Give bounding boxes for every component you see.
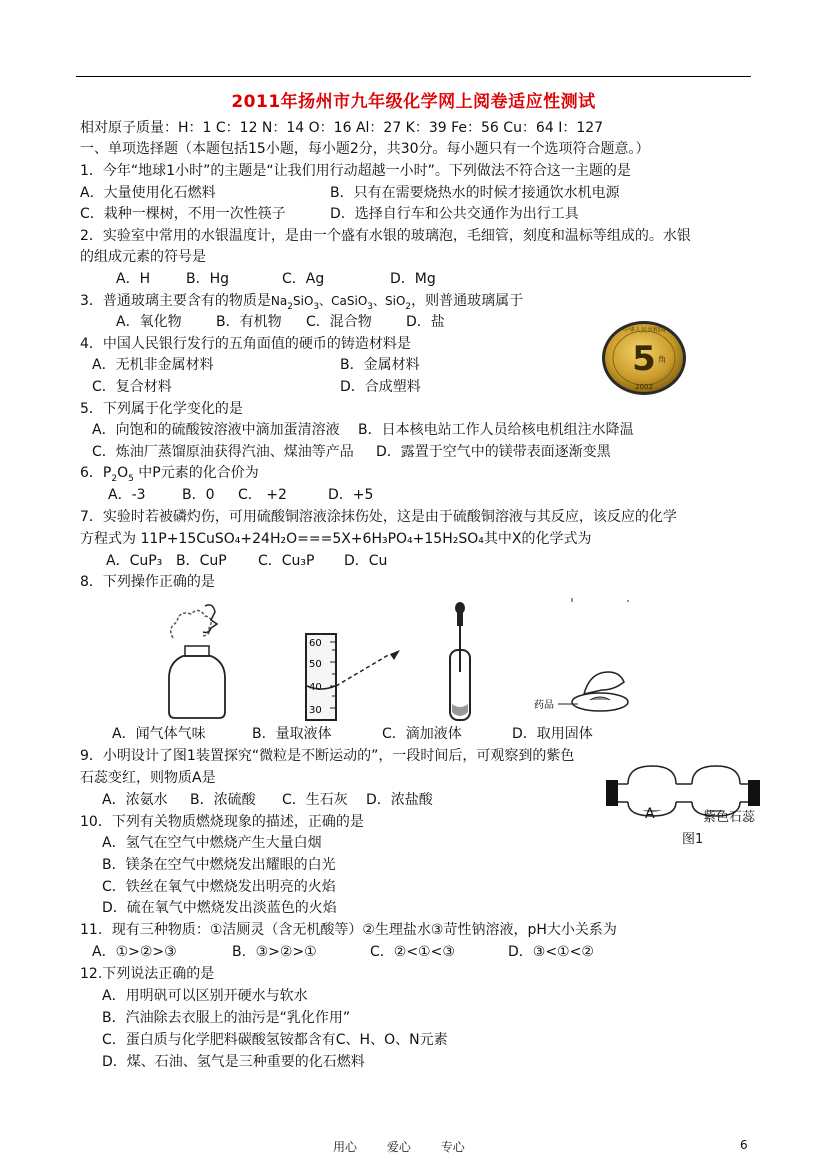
figure-caption: 图1: [682, 832, 704, 847]
q3-stem: [80, 291, 523, 311]
q6-option-c: C． +2: [238, 487, 287, 503]
q3-sub: 3: [313, 301, 320, 312]
coin-unit: 角: [658, 355, 666, 364]
q9-option-b: B．浓硫酸: [190, 792, 256, 808]
footer-item: 用心: [333, 1140, 358, 1154]
q9-option-c: C．生石灰: [282, 792, 348, 808]
q11-stem: 11．现有三种物质：①洁厕灵（含无机酸等）②生理盐水③苛性钠溶液，pH大小关系为: [80, 922, 617, 938]
q6-option-a: A．-3: [108, 487, 146, 503]
q12-option-a: A．用明矾可以区别开硬水与软水: [102, 988, 308, 1004]
scale-50: 50: [309, 659, 322, 670]
q9-stem-1: 9．小明设计了图1装置探究“微粒是不断运动的”，一段时间后，可观察到的紫色: [80, 748, 575, 764]
q3-formula-casio: 、CaSiO: [319, 294, 368, 308]
q10-option-a: A．氢气在空气中燃烧产生大量白烟: [102, 835, 322, 851]
page-title: 2011年扬州市九年级化学网上阅卷适应性测试: [231, 92, 596, 112]
q3-sub: 3: [367, 301, 374, 312]
q8-option-b: B．量取液体: [252, 726, 332, 742]
q2-option-a: A．H: [116, 271, 151, 287]
q3-option-a: A．氧化物: [116, 314, 182, 330]
q3-option-b: B．有机物: [216, 314, 282, 330]
q3-sub: 2: [405, 301, 412, 312]
coin-top-text: 中华人民共和国: [622, 327, 666, 334]
q7-option-c: C．Cu₃P: [258, 553, 315, 569]
section-heading: 一、单项选择题（本题包括15小题，每小题2分，共30分。每小题只有一个选项符合题意。）: [80, 141, 650, 157]
coin-value: 5: [632, 339, 656, 379]
q5-option-c: C．炼油厂蒸馏原油获得汽油、煤油等产品: [92, 444, 354, 460]
footer-item: 专心: [440, 1140, 465, 1154]
q12-option-c: C．蛋白质与化学肥料碳酸氢铵都含有C、H、O、N元素: [102, 1032, 448, 1048]
measuring-cylinder-illustration: [300, 630, 410, 724]
q1-option-a: A．大量使用化石燃料: [80, 185, 216, 201]
q11-option-a: A．①>②>③: [92, 944, 177, 960]
q4-option-b: B．金属材料: [340, 357, 420, 373]
q6-option-d: D．+5: [328, 487, 374, 503]
q2-stem-2: 的组成元素的符号是: [80, 249, 206, 265]
q7-stem-1: 7．实验时若被磷灼伤，可用硫酸铜溶液涂抹伤处，这是由于硫酸铜溶液与其反应，该反应的化学: [80, 509, 677, 525]
scale-40: 40: [309, 682, 322, 693]
q10-option-b: B．镁条在空气中燃烧发出耀眼的白光: [102, 857, 336, 873]
coin-year: 2002: [635, 383, 653, 391]
q5-option-a: A．向饱和的硫酸铵溶液中滴加蛋清溶液: [92, 422, 340, 438]
take-solid-illustration: [528, 598, 638, 718]
q1-option-b: B．只有在需要烧热水的时候才接通饮水机电源: [330, 185, 620, 201]
q5-option-d: D．露置于空气中的镁带表面逐渐变黑: [376, 444, 611, 460]
q5-option-b: B．日本核电站工作人员给核电机组注水降温: [358, 422, 634, 438]
q5-stem: 5．下列属于化学变化的是: [80, 401, 243, 417]
q3-formula-sio: SiO: [293, 294, 314, 308]
coin-image: [599, 318, 689, 398]
q10-stem: 10．下列有关物质燃烧现象的描述，正确的是: [80, 814, 364, 830]
footer-item: 爱心: [386, 1140, 411, 1154]
page-number: 6: [740, 1138, 748, 1152]
q1-option-c: C．栽种一棵树，不用一次性筷子: [80, 206, 286, 222]
q6-stem-post: 中P元素的化合价为: [133, 465, 259, 481]
header-rule: [76, 76, 751, 77]
q6-sub: 2: [111, 473, 118, 484]
q7-stem-2: 方程式为 11P+15CuSO₄+24H₂O===5X+6H₃PO₄+15H₂SO₄其中X的化学式为: [80, 531, 592, 547]
q1-option-d: D．选择自行车和公共交通作为出行工具: [330, 206, 579, 222]
q2-option-d: D．Mg: [390, 271, 436, 287]
q4-option-a: A．无机非金属材料: [92, 357, 214, 373]
q12-stem: 12.下列说法正确的是: [80, 966, 215, 982]
q12-option-d: D．煤、石油、氢气是三种重要的化石燃料: [102, 1054, 365, 1070]
figure-label-litmus: 紫色石蕊: [703, 810, 756, 825]
q6-stem-mid: O: [117, 465, 129, 481]
q3-formula-sio2: 、SiO: [373, 294, 406, 308]
dropper-illustration: [438, 600, 478, 722]
q1-stem: 1．今年“地球1小时”的主题是“让我们用行动超越一小时”。下列做法不符合这一主题的是: [80, 163, 631, 179]
q6-option-b: B．0: [182, 487, 215, 503]
q7-option-b: B．CuP: [176, 553, 227, 569]
q2-option-c: C．Ag: [282, 271, 325, 287]
q4-option-c: C．复合材料: [92, 379, 172, 395]
q7-option-a: A．CuP₃: [106, 553, 163, 569]
q8-option-c: C．滴加液体: [382, 726, 462, 742]
q8-option-d: D．取用固体: [512, 726, 593, 742]
q3-formula-na: Na: [270, 294, 288, 308]
smell-gas-illustration: [155, 598, 245, 720]
q7-option-d: D．Cu: [344, 553, 388, 569]
q8-option-a: A．闻气体气味: [112, 726, 206, 742]
q9-option-a: A．浓氨水: [102, 792, 168, 808]
q4-option-d: D．合成塑料: [340, 379, 421, 395]
q3-stem-post: ，则普通玻璃属于: [411, 293, 524, 309]
q6-stem-pre: 6．P: [80, 465, 112, 481]
medicine-label: 药品: [534, 700, 554, 711]
q2-option-b: B．Hg: [186, 271, 230, 287]
figure-label-a: A: [645, 806, 655, 822]
q6-sub: 5: [128, 473, 134, 484]
q8-stem: 8．下列操作正确的是: [80, 574, 215, 590]
q11-option-d: D．③<①<②: [508, 944, 594, 960]
q6-stem: [80, 463, 259, 483]
q3-option-d: D．盐: [406, 314, 445, 330]
scale-30: 30: [309, 705, 322, 716]
q3-stem-pre: 3．普通玻璃主要含有的物质是: [80, 293, 271, 309]
q11-option-c: C．②<①<③: [370, 944, 455, 960]
q11-option-b: B．③>②>①: [232, 944, 317, 960]
q2-stem-1: 2．实验室中常用的水银温度计，是由一个盛有水银的玻璃泡，毛细管，刻度和温标等组成的。水银: [80, 228, 691, 244]
q10-option-c: C．铁丝在氧气中燃烧发出明亮的火焰: [102, 879, 336, 895]
footer: [333, 1138, 491, 1155]
scale-60: 60: [309, 638, 322, 649]
q3-option-c: C．混合物: [306, 314, 372, 330]
q12-option-b: B．汽油除去衣服上的油污是“乳化作用”: [102, 1010, 351, 1026]
q4-stem: 4．中国人民银行发行的五角面值的硬币的铸造材料是: [80, 336, 411, 352]
q9-option-d: D．浓盐酸: [366, 792, 433, 808]
q9-stem-2: 石蕊变红，则物质A是: [80, 770, 216, 786]
q10-option-d: D．硫在氧气中燃烧发出淡蓝色的火焰: [102, 900, 337, 916]
atomic-mass-line: 相对原子质量：H：1 C：12 N：14 O：16 Al：27 K：39 Fe：56 Cu：64 I：127: [80, 120, 604, 136]
q3-sub: 2: [287, 301, 293, 312]
